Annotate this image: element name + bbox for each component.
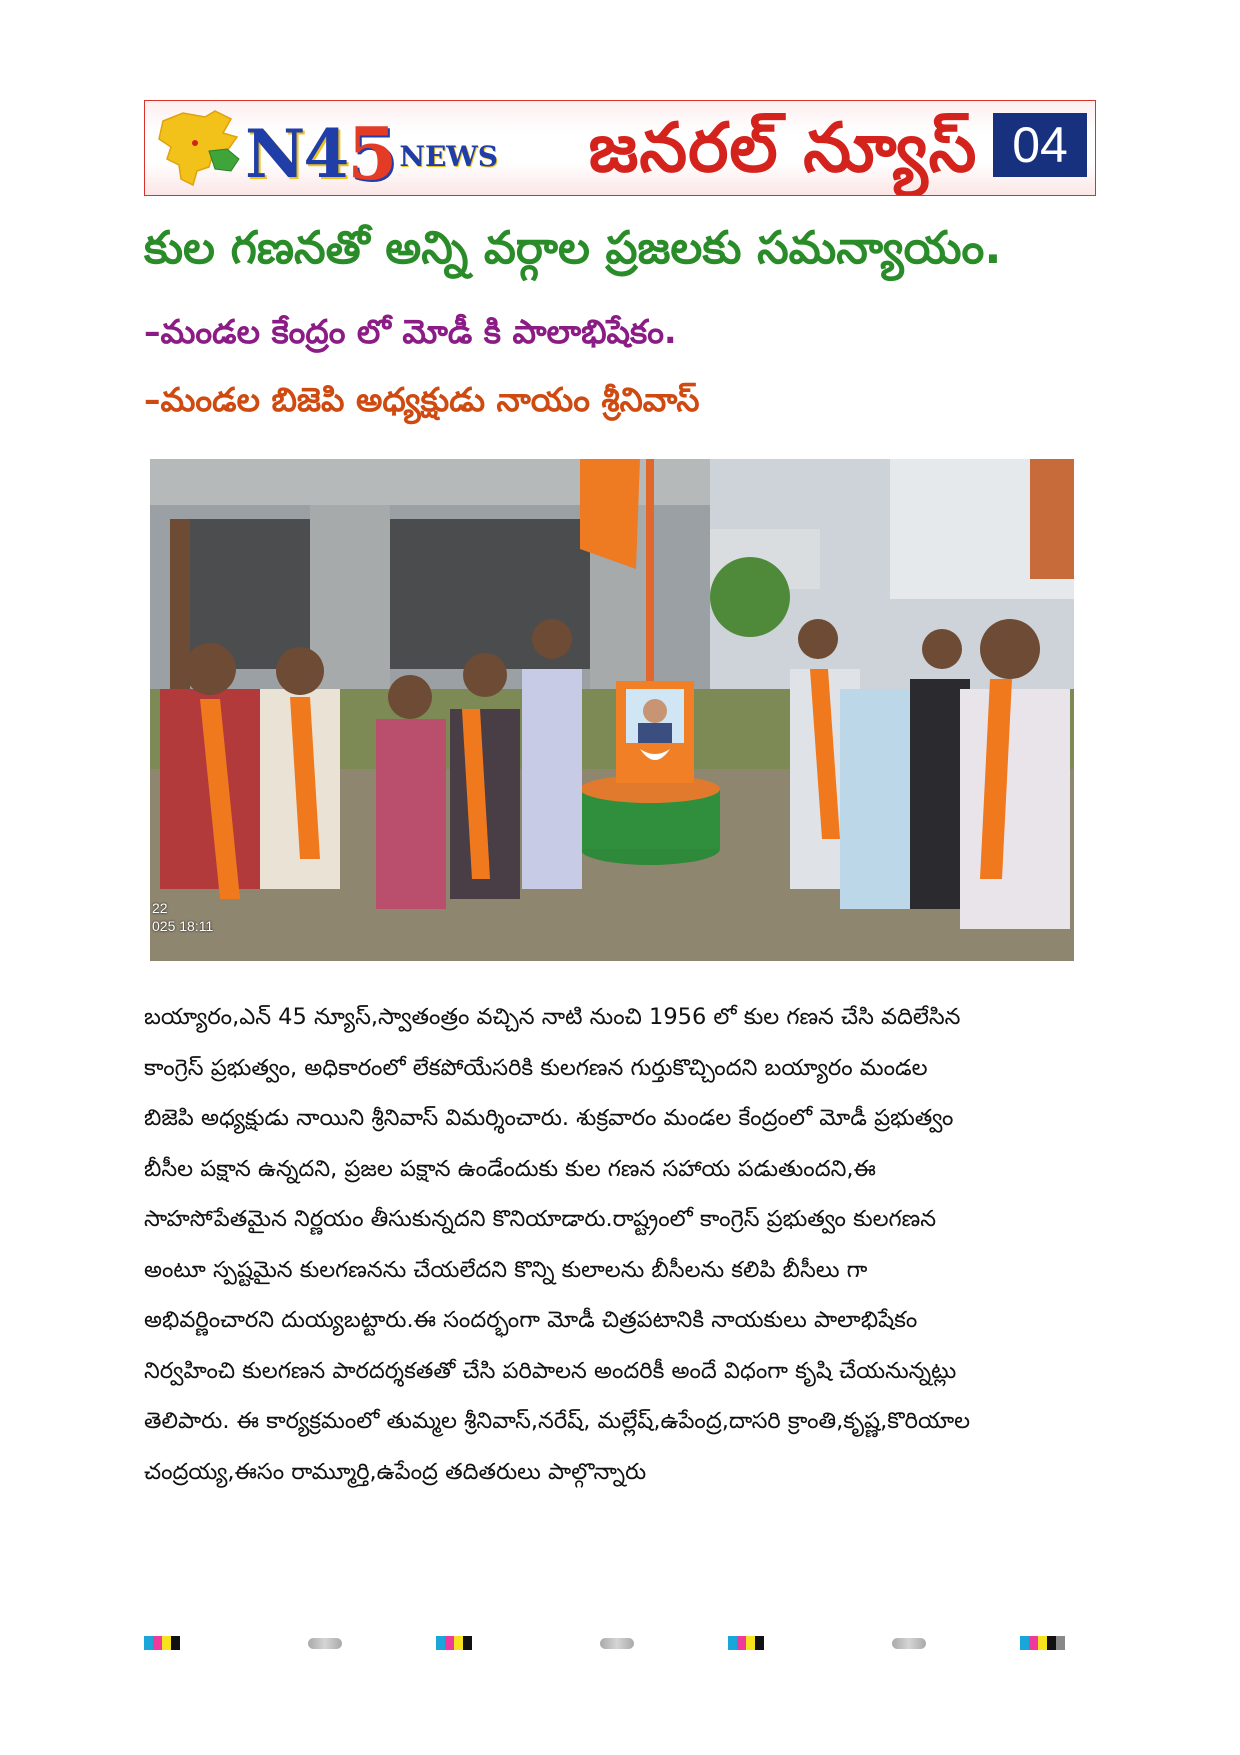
subheading-1: –మండల కేంద్రం లో మోడీ కి పాలాభిషేకం. <box>144 312 677 351</box>
registration-pill <box>308 1638 342 1649</box>
article-body: బయ్యారం,ఎన్ 45 న్యూస్,స్వాతంత్రం వచ్చిన నాటి నుంచి 1956 లో కుల గణన చేసి వదిలేసిన కాంగ్రెస్ ప్రభుత్వం, అధికారంలో లేకపోయేసరికి కులగణన గుర్తుకొచ్చిందని బయ్యారం మండల బిజెపి అధ్యక్షుడు నాయిని శ్రీనివాస్ విమర్శించారు. శుక్రవారం మండల కేంద్రంలో మోడీ ప్రభుత్వం బీసీల పక్షాన ఉన్నదని, ప్రజల పక్షాన ఉండేందుకు కుల గణన సహాయ పడుతుందని,ఈ సాహసోపేతమైన నిర్ణయం తీసుకున్నదని కొనియాడారు.రాష్ట్రంలో కాంగ్రెస్ ప్రభుత్వం కులగణన అంటూ స్పష్టమైన కులగణనను చేయలేదని కొన్ని కులాలను బీసీలను కలిపి బీసీలు గా అభివర్ణించారని దుయ్యబట్టారు.ఈ సందర్భంగా మోడీ చిత్రపటానికి నాయకులు పాలాభిషేకం నిర్వహించి కులగణన పారదర్శకతతో చేసి పరిపాలన అందరికీ అందే విధంగా కృషి చేయనున్నట్లు తెలిపారు. ఈ కార్యక్రమంలో తుమ్మల శ్రీనివాస్,నరేష్, మల్లేష్,ఉపేంద్ర,దాసరి క్రాంతి,కృష్ణ,కొరియాల చంద్రయ్య,ఈసం రామ్మూర్తి,ఉపేంద్ర తదితరులు పాల్గొన్నారు <box>144 1004 971 1485</box>
subheading-2: –మండల బిజెపి అధ్యక్షుడు నాయం శ్రీనివాస్ <box>144 380 700 419</box>
logo-n-letter: N4 <box>245 115 348 193</box>
masthead-banner <box>144 100 1096 196</box>
logo-news-text: NEWS <box>399 140 498 173</box>
n45-news-logo <box>245 105 498 196</box>
state-map-icon <box>153 107 245 191</box>
color-registration-mark <box>1020 1636 1065 1650</box>
timestamp-line-1: 22 <box>152 900 168 916</box>
photo-timestamp <box>152 899 213 935</box>
headline: కుల గణనతో అన్ని వర్గాల ప్రజలకు సమన్యాయం. <box>144 221 1002 274</box>
color-registration-mark <box>436 1636 472 1650</box>
registration-pill <box>892 1638 926 1649</box>
color-registration-mark <box>144 1636 180 1650</box>
logo-five: 5 <box>347 111 396 196</box>
masthead-title: జనరల్ న్యూస్ <box>588 109 978 188</box>
color-registration-mark <box>728 1636 764 1650</box>
registration-pill <box>600 1638 634 1649</box>
timestamp-line-2: 025 18:11 <box>152 918 214 934</box>
page-number-badge: 04 <box>993 113 1087 177</box>
news-photo <box>150 459 1074 961</box>
